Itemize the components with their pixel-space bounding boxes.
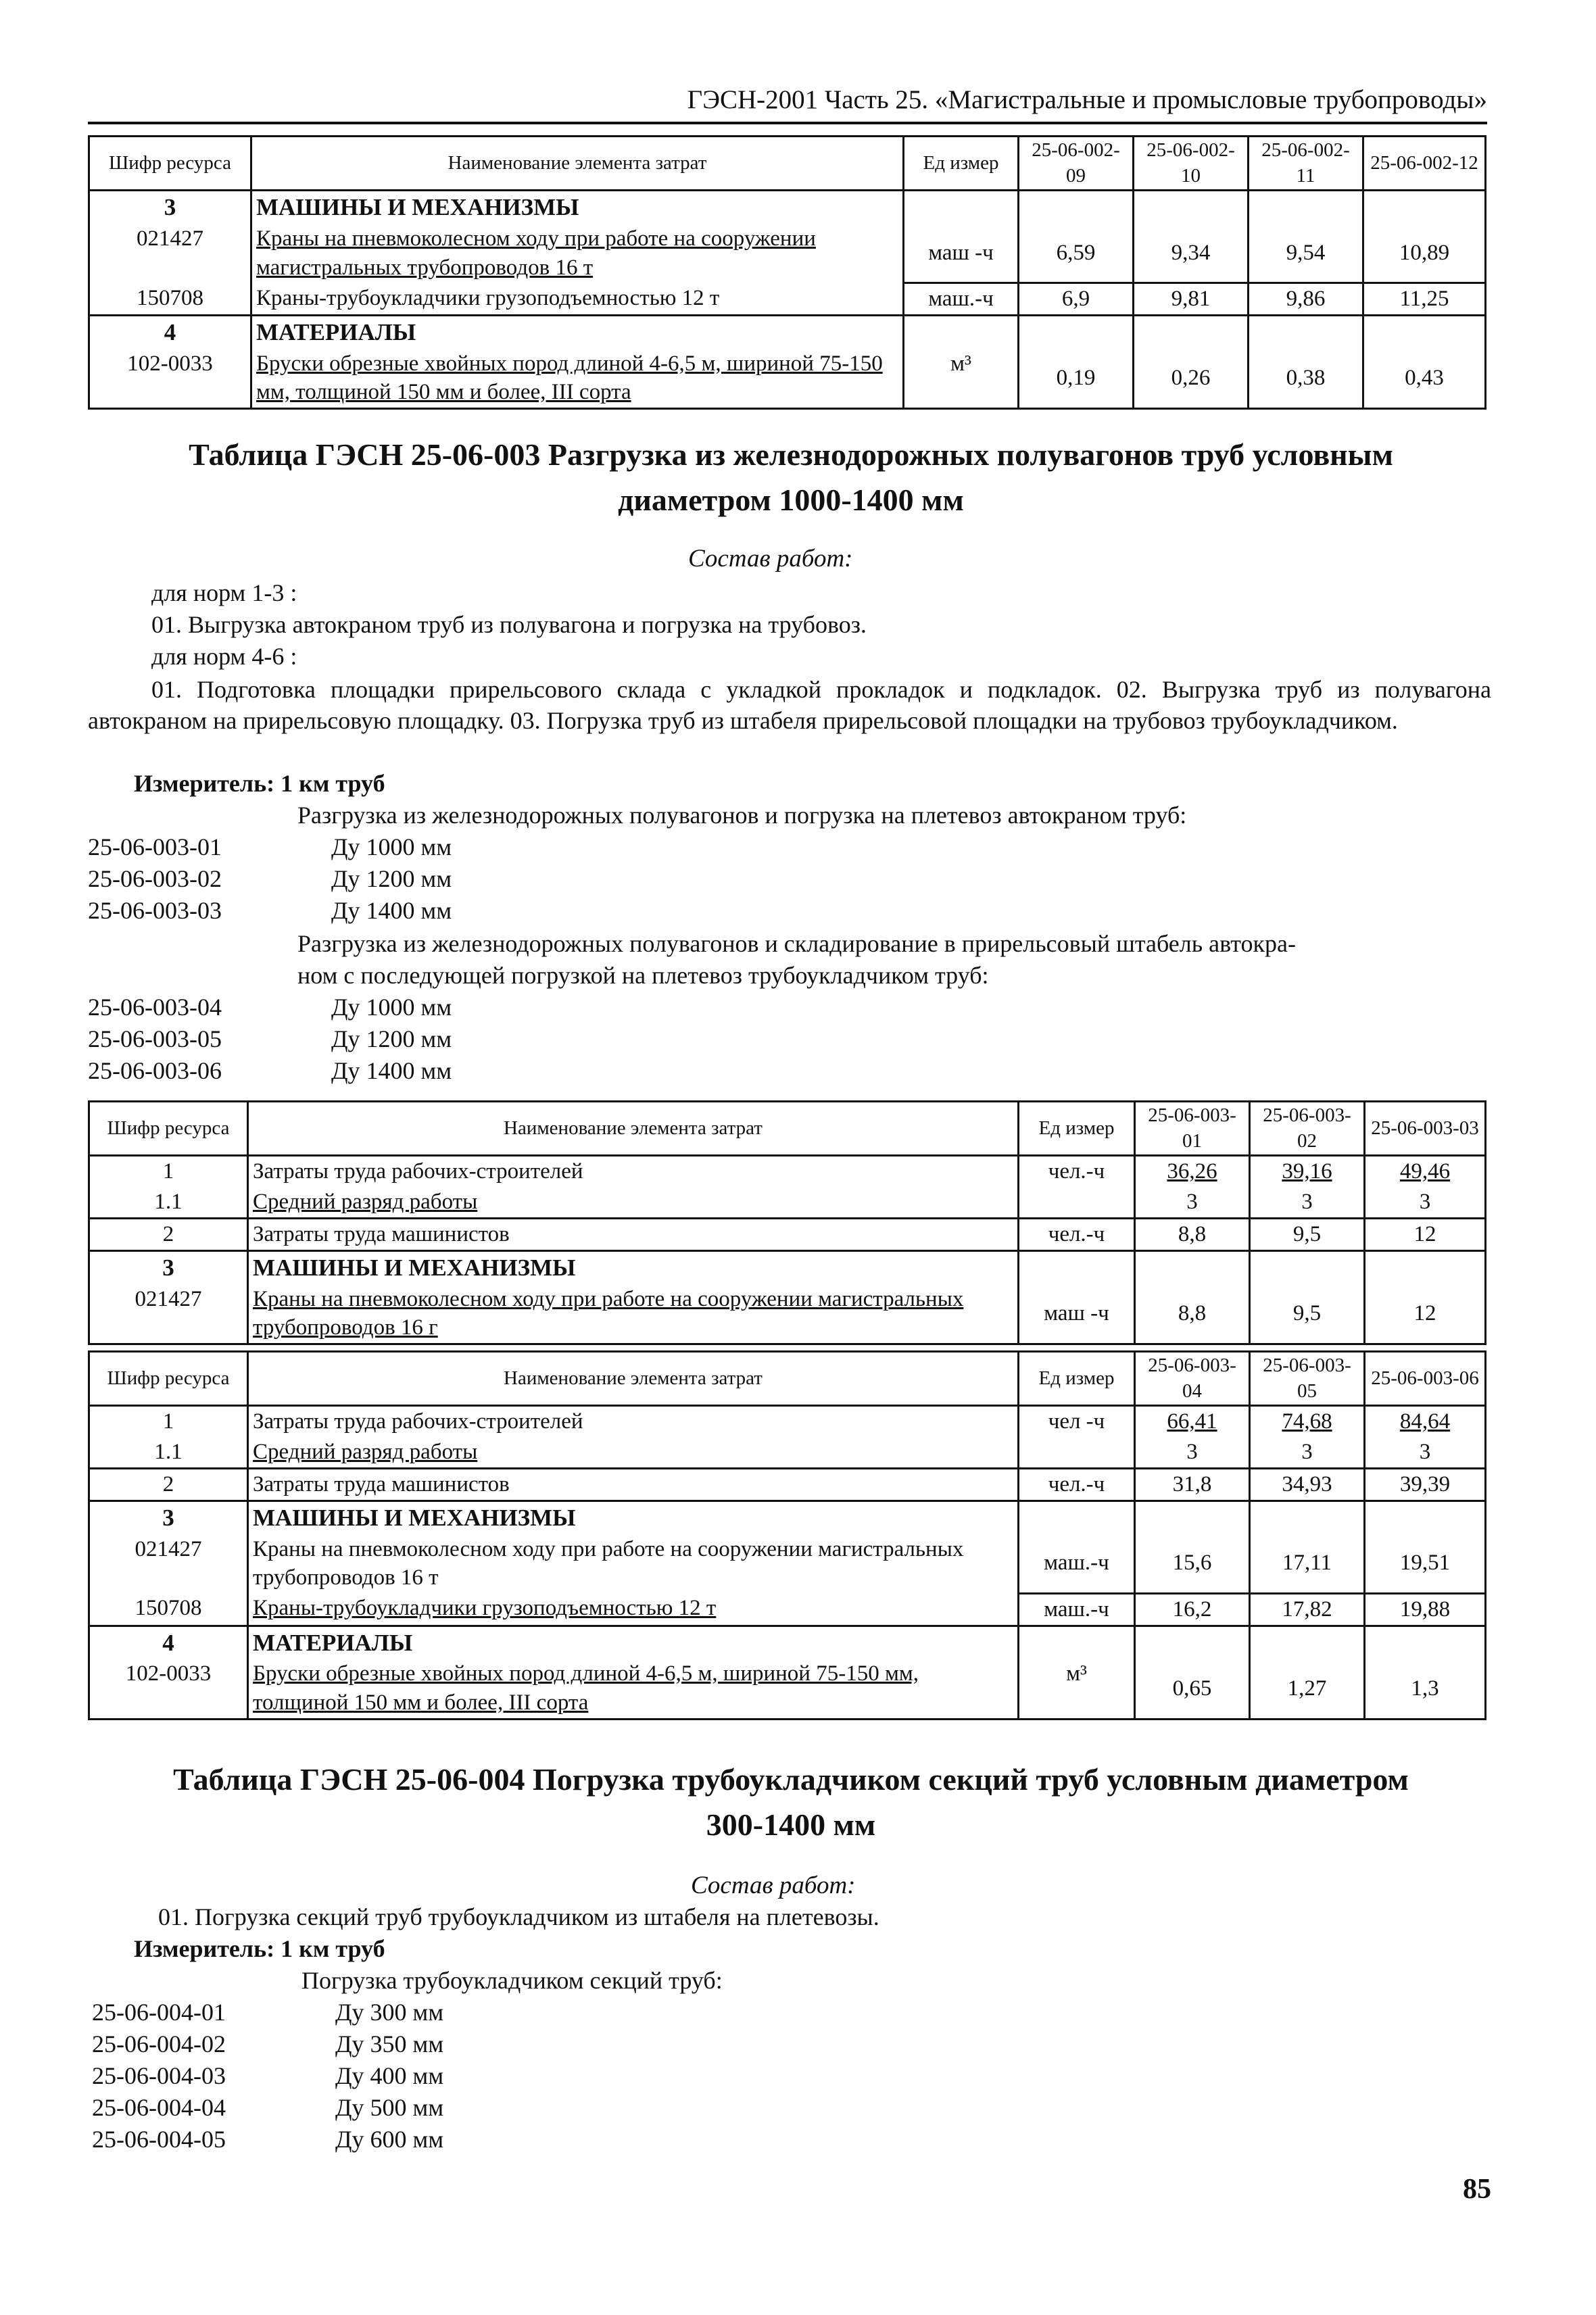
resource-unit: чел.-ч	[1019, 1469, 1135, 1501]
resource-code: 4	[89, 316, 251, 349]
table-row	[89, 316, 1486, 349]
col-name-header: Наименование элемента затрат	[248, 1102, 1019, 1156]
table-row	[89, 1593, 1486, 1626]
table-row	[89, 1156, 1486, 1187]
resource-code: 150708	[89, 1593, 248, 1626]
resource-code: 021427	[89, 224, 251, 283]
norm-code: 25-06-004-01	[92, 1999, 226, 2026]
table-row	[89, 1659, 1486, 1719]
col-norm-header: 25-06-003-02	[1250, 1102, 1365, 1156]
col-norm-header: 25-06-003-04	[1135, 1352, 1250, 1406]
col-norm-header: 25-06-003-01	[1135, 1102, 1250, 1156]
resource-name: Краны-трубоукладчики грузоподъемностью 12 т	[248, 1593, 1019, 1626]
col-name-header: Наименование элемента затрат	[251, 137, 904, 191]
col-norm-header: 25-06-002-10	[1134, 137, 1249, 191]
empty-cell	[1019, 1626, 1135, 1659]
norm-value: 66,41	[1135, 1406, 1250, 1437]
resource-code: 2	[89, 1219, 248, 1251]
norm-value: 34,93	[1250, 1469, 1365, 1501]
resource-code: 021427	[89, 1534, 248, 1594]
resource-name: Бруски обрезные хвойных пород длиной 4-6,5 м, шириной 75-150 мм, толщиной 150 мм и более, III сорта	[251, 349, 904, 409]
norm-value: 9,54	[1249, 224, 1363, 283]
col-unit-header: Ед измер	[1019, 1352, 1135, 1406]
col-norm-header: 25-06-003-06	[1365, 1352, 1486, 1406]
norm-code: 25-06-003-05	[88, 1025, 222, 1052]
resource-code: 1.1	[89, 1437, 248, 1468]
resource-unit: маш.-ч	[1019, 1593, 1135, 1626]
work-description: 01. Погрузка секций труб трубоукладчиком из штабеля на плетевозы.	[158, 1903, 879, 1930]
section-title: МАТЕРИАЛЫ	[248, 1626, 1019, 1659]
table-header-row	[89, 137, 1486, 191]
norm-value: 0,19	[1019, 349, 1134, 409]
composition-title: Состав работ:	[688, 545, 853, 572]
resource-unit: чел -ч	[1019, 1406, 1135, 1437]
table-row	[89, 1406, 1486, 1437]
resource-name: Бруски обрезные хвойных пород длиной 4-6,5 м, шириной 75-150 мм, толщиной 150 мм и более, III сорта	[248, 1659, 1019, 1719]
norm-value: 17,82	[1250, 1593, 1365, 1626]
norm-value: 12	[1365, 1219, 1486, 1251]
resource-unit: маш.-ч	[1019, 1534, 1135, 1594]
norm-label: Ду 400 мм	[335, 2062, 444, 2089]
resource-code: 3	[89, 1251, 248, 1284]
norm-value: 74,68	[1250, 1406, 1365, 1437]
norm-value: 9,5	[1250, 1284, 1365, 1344]
norm-label: Ду 1200 мм	[331, 865, 452, 892]
meter-value: 1 км труб	[281, 1935, 385, 1962]
section-title: МАШИНЫ И МЕХАНИЗМЫ	[251, 191, 904, 224]
empty-cell	[1135, 1251, 1250, 1284]
col-norm-header: 25-06-002-12	[1363, 137, 1486, 191]
norm-value: 3	[1250, 1187, 1365, 1218]
resource-code: 102-0033	[89, 1659, 248, 1719]
norm-value: 39,16	[1250, 1156, 1365, 1187]
section-title: МАТЕРИАЛЫ	[251, 316, 904, 349]
page-header	[88, 84, 1487, 124]
norm-code: 25-06-004-02	[92, 2030, 226, 2057]
resource-unit: м³	[1019, 1659, 1135, 1719]
norm-label: Ду 600 мм	[335, 2126, 444, 2153]
norms-label: для норм 1-3 :	[151, 579, 297, 606]
norm-code: 25-06-004-03	[92, 2062, 226, 2089]
norm-value: 1,27	[1250, 1659, 1365, 1719]
norm-value: 3	[1365, 1437, 1486, 1468]
resource-name: Краны на пневмоколесном ходу при работе на сооружении магистральных трубопроводов 16 т	[251, 224, 904, 283]
table-row	[89, 1626, 1486, 1659]
col-code-header: Шифр ресурса	[89, 1352, 248, 1406]
empty-cell	[1134, 191, 1249, 224]
empty-cell	[904, 316, 1019, 349]
resource-name: Средний разряд работы	[248, 1437, 1019, 1468]
empty-cell	[1019, 1501, 1135, 1534]
table-header-row	[89, 1352, 1486, 1406]
col-code-header: Шифр ресурса	[89, 137, 251, 191]
norm-value: 10,89	[1363, 224, 1486, 283]
norm-value: 9,86	[1249, 283, 1363, 316]
table-row	[89, 1437, 1486, 1468]
empty-cell	[1365, 1501, 1486, 1534]
resource-code: 150708	[89, 283, 251, 316]
empty-cell	[1365, 1626, 1486, 1659]
work-description: 01. Подготовка площадки прирельсового склада с укладкой прокладок и подкладок. 02. Выгрузка труб из полувагона автокраном на прирельсовую площадку. 03. Погрузка труб из штабеля прирельсовой площадки на трубовоз трубоукладчиком.	[88, 676, 1491, 735]
norm-value: 8,8	[1135, 1219, 1250, 1251]
resource-code: 4	[89, 1626, 248, 1659]
norm-value: 9,81	[1134, 283, 1249, 316]
table-row	[89, 224, 1486, 283]
resource-name: Краны на пневмоколесном ходу при работе на сооружении магистральных трубопроводов 16 т	[248, 1534, 1019, 1594]
resource-unit	[1019, 1437, 1135, 1468]
norm-value: 17,11	[1250, 1534, 1365, 1594]
document-title: ГЭСН-2001 Часть 25. «Магистральные и промысловые трубопроводы»	[687, 85, 1487, 114]
table-row	[89, 1187, 1486, 1218]
norm-value: 8,8	[1135, 1284, 1250, 1344]
norm-value: 0,26	[1134, 349, 1249, 409]
norm-value: 0,38	[1249, 349, 1363, 409]
col-norm-header: 25-06-002-09	[1019, 137, 1134, 191]
resource-name: Затраты труда машинистов	[248, 1469, 1019, 1501]
resource-unit: м³	[904, 349, 1019, 409]
norm-value: 0,65	[1135, 1659, 1250, 1719]
section-title: МАШИНЫ И МЕХАНИЗМЫ	[248, 1501, 1019, 1534]
resource-code: 1	[89, 1406, 248, 1437]
resource-unit: чел.-ч	[1019, 1219, 1135, 1251]
resource-code: 102-0033	[89, 349, 251, 409]
col-code-header: Шифр ресурса	[89, 1102, 248, 1156]
table-row	[89, 1219, 1486, 1251]
empty-cell	[1249, 191, 1363, 224]
resource-name: Затраты труда машинистов	[248, 1219, 1019, 1251]
empty-cell	[1365, 1251, 1486, 1284]
empty-cell	[1135, 1501, 1250, 1534]
norm-value: 11,25	[1363, 283, 1486, 316]
norm-label: Ду 300 мм	[335, 1999, 444, 2026]
empty-cell	[1134, 316, 1249, 349]
resource-code: 021427	[89, 1284, 248, 1344]
table-header-row	[89, 1102, 1486, 1156]
norm-value: 36,26	[1135, 1156, 1250, 1187]
group-title: Разгрузка из железнодорожных полувагонов и складирование в прирельсовый штабель автокра-	[297, 930, 1296, 957]
norm-code: 25-06-003-02	[88, 865, 222, 892]
empty-cell	[1250, 1501, 1365, 1534]
resource-code: 3	[89, 1501, 248, 1534]
empty-cell	[1249, 316, 1363, 349]
norm-value: 19,51	[1365, 1534, 1486, 1594]
norm-value: 3	[1135, 1437, 1250, 1468]
norm-label: Ду 1200 мм	[331, 1025, 452, 1052]
group-title: ном с последующей погрузкой на плетевоз трубоукладчиком труб:	[297, 962, 989, 989]
norms-label: для норм 4-6 :	[151, 643, 297, 670]
group-title: Погрузка трубоукладчиком секций труб:	[301, 1967, 723, 1994]
table-row	[89, 1251, 1486, 1284]
resource-code: 1	[89, 1156, 248, 1187]
meter-row	[134, 769, 385, 798]
heading-line: Таблица ГЭСН 25-06-004 Погрузка трубоукладчиком секций труб условным диаметром	[173, 1762, 1409, 1797]
composition-title: Состав работ:	[691, 1872, 856, 1899]
heading-line: Таблица ГЭСН 25-06-003 Разгрузка из железнодорожных полувагонов труб условным	[189, 437, 1393, 472]
norm-value: 39,39	[1365, 1469, 1486, 1501]
empty-cell	[1363, 191, 1486, 224]
meter-label: Измеритель:	[134, 1935, 275, 1962]
norm-code: 25-06-004-05	[92, 2126, 226, 2153]
resource-name: Средний разряд работы	[248, 1187, 1019, 1218]
meter-row	[134, 1934, 385, 1964]
resource-name: Краны-трубоукладчики грузоподъемностью 12 т	[251, 283, 904, 316]
table-row	[89, 1534, 1486, 1594]
resource-table-003-b	[88, 1350, 1486, 1720]
page-number: 85	[1463, 2174, 1491, 2205]
work-description: 01. Выгрузка автокраном труб из полувагона и погрузка на трубовоз.	[151, 611, 867, 638]
resource-unit: маш.-ч	[904, 283, 1019, 316]
empty-cell	[1019, 316, 1134, 349]
norm-label: Ду 1400 мм	[331, 1057, 452, 1084]
resource-unit: чел.-ч	[1019, 1156, 1135, 1187]
norm-value: 0,43	[1363, 349, 1486, 409]
norm-value: 3	[1135, 1187, 1250, 1218]
norm-label: Ду 350 мм	[335, 2030, 444, 2057]
col-unit-header: Ед измер	[904, 137, 1019, 191]
resource-table-002	[88, 135, 1486, 410]
norm-label: Ду 500 мм	[335, 2094, 444, 2121]
col-norm-header: 25-06-002-11	[1249, 137, 1363, 191]
resource-code: 3	[89, 191, 251, 224]
resource-table-003-a	[88, 1100, 1486, 1345]
norm-value: 3	[1365, 1187, 1486, 1218]
empty-cell	[1250, 1251, 1365, 1284]
norm-value: 84,64	[1365, 1406, 1486, 1437]
resource-unit	[1019, 1187, 1135, 1218]
table-row	[89, 1501, 1486, 1534]
norm-value: 49,46	[1365, 1156, 1486, 1187]
resource-name: Затраты труда рабочих-строителей	[248, 1156, 1019, 1187]
col-unit-header: Ед измер	[1019, 1102, 1135, 1156]
norm-value: 9,5	[1250, 1219, 1365, 1251]
meter-label: Измеритель:	[134, 770, 275, 797]
empty-cell	[1250, 1626, 1365, 1659]
resource-name: Затраты труда рабочих-строителей	[248, 1406, 1019, 1437]
norm-code: 25-06-004-04	[92, 2094, 226, 2121]
empty-cell	[1363, 316, 1486, 349]
empty-cell	[1019, 191, 1134, 224]
table-row	[89, 191, 1486, 224]
norm-code: 25-06-003-06	[88, 1057, 222, 1084]
col-norm-header: 25-06-003-05	[1250, 1352, 1365, 1406]
col-norm-header: 25-06-003-03	[1365, 1102, 1486, 1156]
section-title: МАШИНЫ И МЕХАНИЗМЫ	[248, 1251, 1019, 1284]
norm-label: Ду 1000 мм	[331, 994, 452, 1021]
norm-value: 6,9	[1019, 283, 1134, 316]
norm-value: 6,59	[1019, 224, 1134, 283]
norm-value: 16,2	[1135, 1593, 1250, 1626]
resource-code: 2	[89, 1469, 248, 1501]
table-row	[89, 283, 1486, 316]
group-title: Разгрузка из железнодорожных полувагонов и погрузка на плетевоз автокраном труб:	[297, 802, 1187, 829]
norm-label: Ду 1000 мм	[331, 833, 452, 860]
resource-unit: маш -ч	[1019, 1284, 1135, 1344]
col-name-header: Наименование элемента затрат	[248, 1352, 1019, 1406]
norm-value: 9,34	[1134, 224, 1249, 283]
norm-code: 25-06-003-03	[88, 897, 222, 924]
table-row	[89, 349, 1486, 409]
resource-name: Краны на пневмоколесном ходу при работе на сооружении магистральных трубопроводов 16 г	[248, 1284, 1019, 1344]
norm-code: 25-06-003-01	[88, 833, 222, 860]
norm-value: 1,3	[1365, 1659, 1486, 1719]
resource-unit: маш -ч	[904, 224, 1019, 283]
table-row	[89, 1284, 1486, 1344]
empty-cell	[1019, 1251, 1135, 1284]
empty-cell	[904, 191, 1019, 224]
empty-cell	[1135, 1626, 1250, 1659]
norm-value: 15,6	[1135, 1534, 1250, 1594]
meter-value: 1 км труб	[281, 770, 385, 797]
resource-code: 1.1	[89, 1187, 248, 1218]
heading-line: 300-1400 мм	[706, 1807, 876, 1842]
norm-value: 31,8	[1135, 1469, 1250, 1501]
table-row	[89, 1469, 1486, 1501]
norm-value: 3	[1250, 1437, 1365, 1468]
table-heading-004	[88, 1757, 1494, 1847]
heading-line: диаметром 1000-1400 мм	[618, 482, 964, 517]
norm-code: 25-06-003-04	[88, 994, 222, 1021]
norm-value: 19,88	[1365, 1593, 1486, 1626]
norm-value: 12	[1365, 1284, 1486, 1344]
norm-label: Ду 1400 мм	[331, 897, 452, 924]
table-heading-003	[88, 433, 1494, 522]
